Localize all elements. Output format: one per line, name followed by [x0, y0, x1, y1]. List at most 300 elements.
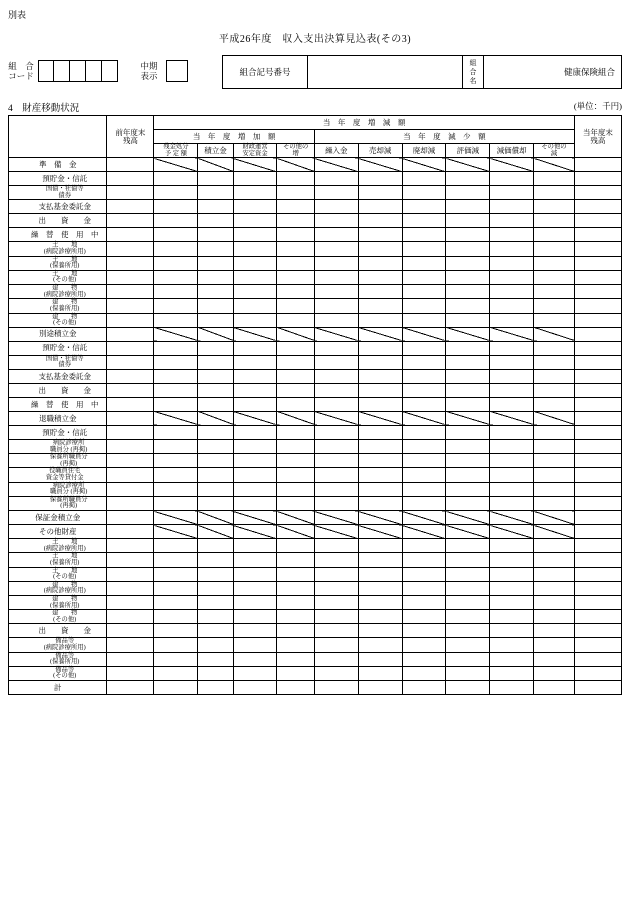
- data-cell[interactable]: [154, 200, 198, 214]
- data-cell[interactable]: [534, 341, 575, 355]
- data-cell[interactable]: [402, 341, 446, 355]
- data-cell[interactable]: [314, 468, 358, 482]
- data-cell[interactable]: [233, 652, 277, 666]
- data-cell[interactable]: [358, 214, 402, 228]
- data-cell[interactable]: [198, 496, 233, 510]
- data-cell[interactable]: [358, 553, 402, 567]
- data-cell[interactable]: [574, 313, 621, 327]
- data-cell[interactable]: [446, 567, 490, 581]
- data-cell[interactable]: [198, 482, 233, 496]
- data-cell[interactable]: [534, 214, 575, 228]
- data-cell[interactable]: [233, 172, 277, 186]
- data-cell[interactable]: [107, 652, 154, 666]
- data-cell[interactable]: [233, 186, 277, 200]
- data-cell[interactable]: [107, 369, 154, 383]
- data-cell[interactable]: [446, 172, 490, 186]
- data-cell[interactable]: [574, 652, 621, 666]
- data-cell[interactable]: [277, 539, 314, 553]
- data-cell[interactable]: [446, 454, 490, 468]
- data-cell[interactable]: [154, 581, 198, 595]
- data-cell[interactable]: [534, 468, 575, 482]
- data-cell[interactable]: [233, 397, 277, 411]
- data-cell[interactable]: [198, 454, 233, 468]
- data-cell[interactable]: [402, 397, 446, 411]
- data-cell[interactable]: [574, 285, 621, 299]
- data-cell[interactable]: [198, 341, 233, 355]
- data-cell[interactable]: [358, 242, 402, 256]
- data-cell[interactable]: [154, 242, 198, 256]
- data-cell[interactable]: [402, 242, 446, 256]
- data-cell[interactable]: [446, 369, 490, 383]
- data-cell[interactable]: [446, 383, 490, 397]
- data-cell[interactable]: [490, 496, 534, 510]
- data-cell[interactable]: [358, 285, 402, 299]
- data-cell[interactable]: [198, 666, 233, 680]
- data-cell[interactable]: [314, 200, 358, 214]
- data-cell[interactable]: [446, 186, 490, 200]
- code-box-4[interactable]: [86, 60, 102, 82]
- data-cell[interactable]: [314, 652, 358, 666]
- data-cell[interactable]: [277, 624, 314, 638]
- data-cell[interactable]: [277, 652, 314, 666]
- data-cell[interactable]: [446, 681, 490, 695]
- data-cell[interactable]: [446, 299, 490, 313]
- data-cell[interactable]: [233, 496, 277, 510]
- data-cell[interactable]: [402, 610, 446, 624]
- data-cell[interactable]: [574, 411, 621, 425]
- data-cell[interactable]: [154, 610, 198, 624]
- data-cell[interactable]: [402, 172, 446, 186]
- data-cell[interactable]: [574, 172, 621, 186]
- data-cell[interactable]: [358, 383, 402, 397]
- data-cell[interactable]: [314, 397, 358, 411]
- data-cell[interactable]: [402, 496, 446, 510]
- kumiai-mei-value[interactable]: 健康保険組合: [484, 56, 622, 89]
- data-cell[interactable]: [534, 228, 575, 242]
- data-cell[interactable]: [574, 638, 621, 652]
- data-cell[interactable]: [154, 228, 198, 242]
- data-cell[interactable]: [154, 186, 198, 200]
- data-cell[interactable]: [277, 567, 314, 581]
- data-cell[interactable]: [534, 299, 575, 313]
- data-cell[interactable]: [233, 681, 277, 695]
- data-cell[interactable]: [574, 256, 621, 270]
- data-cell[interactable]: [490, 172, 534, 186]
- data-cell[interactable]: [198, 595, 233, 609]
- data-cell[interactable]: [107, 610, 154, 624]
- data-cell[interactable]: [154, 638, 198, 652]
- data-cell[interactable]: [574, 496, 621, 510]
- data-cell[interactable]: [277, 341, 314, 355]
- data-cell[interactable]: [402, 468, 446, 482]
- data-cell[interactable]: [574, 666, 621, 680]
- data-cell[interactable]: [574, 242, 621, 256]
- data-cell[interactable]: [402, 369, 446, 383]
- data-cell[interactable]: [154, 468, 198, 482]
- data-cell[interactable]: [107, 299, 154, 313]
- data-cell[interactable]: [534, 256, 575, 270]
- data-cell[interactable]: [446, 355, 490, 369]
- code-box-2[interactable]: [54, 60, 70, 82]
- data-cell[interactable]: [446, 200, 490, 214]
- data-cell[interactable]: [314, 681, 358, 695]
- data-cell[interactable]: [534, 496, 575, 510]
- data-cell[interactable]: [107, 270, 154, 284]
- data-cell[interactable]: [358, 439, 402, 453]
- data-cell[interactable]: [358, 200, 402, 214]
- data-cell[interactable]: [446, 270, 490, 284]
- data-cell[interactable]: [358, 454, 402, 468]
- data-cell[interactable]: [534, 397, 575, 411]
- data-cell[interactable]: [490, 341, 534, 355]
- data-cell[interactable]: [198, 228, 233, 242]
- data-cell[interactable]: [233, 270, 277, 284]
- data-cell[interactable]: [574, 439, 621, 453]
- data-cell[interactable]: [314, 214, 358, 228]
- data-cell[interactable]: [358, 369, 402, 383]
- data-cell[interactable]: [534, 270, 575, 284]
- data-cell[interactable]: [534, 567, 575, 581]
- data-cell[interactable]: [490, 539, 534, 553]
- data-cell[interactable]: [107, 539, 154, 553]
- data-cell[interactable]: [154, 666, 198, 680]
- data-cell[interactable]: [233, 624, 277, 638]
- data-cell[interactable]: [358, 341, 402, 355]
- data-cell[interactable]: [358, 610, 402, 624]
- data-cell[interactable]: [198, 172, 233, 186]
- data-cell[interactable]: [233, 285, 277, 299]
- data-cell[interactable]: [574, 610, 621, 624]
- data-cell[interactable]: [534, 242, 575, 256]
- data-cell[interactable]: [574, 539, 621, 553]
- data-cell[interactable]: [154, 214, 198, 228]
- data-cell[interactable]: [490, 256, 534, 270]
- data-cell[interactable]: [358, 581, 402, 595]
- data-cell[interactable]: [107, 454, 154, 468]
- data-cell[interactable]: [198, 242, 233, 256]
- data-cell[interactable]: [574, 624, 621, 638]
- data-cell[interactable]: [534, 454, 575, 468]
- data-cell[interactable]: [534, 595, 575, 609]
- data-cell[interactable]: [277, 256, 314, 270]
- data-cell[interactable]: [198, 299, 233, 313]
- data-cell[interactable]: [534, 624, 575, 638]
- data-cell[interactable]: [574, 341, 621, 355]
- data-cell[interactable]: [314, 553, 358, 567]
- data-cell[interactable]: [107, 681, 154, 695]
- data-cell[interactable]: [107, 214, 154, 228]
- data-cell[interactable]: [574, 553, 621, 567]
- data-cell[interactable]: [402, 383, 446, 397]
- data-cell[interactable]: [233, 313, 277, 327]
- data-cell[interactable]: [314, 595, 358, 609]
- data-cell[interactable]: [107, 172, 154, 186]
- data-cell[interactable]: [490, 681, 534, 695]
- data-cell[interactable]: [358, 567, 402, 581]
- data-cell[interactable]: [574, 595, 621, 609]
- data-cell[interactable]: [233, 228, 277, 242]
- data-cell[interactable]: [314, 313, 358, 327]
- data-cell[interactable]: [490, 355, 534, 369]
- data-cell[interactable]: [490, 638, 534, 652]
- data-cell[interactable]: [233, 539, 277, 553]
- data-cell[interactable]: [107, 411, 154, 425]
- data-cell[interactable]: [574, 425, 621, 439]
- data-cell[interactable]: [446, 228, 490, 242]
- data-cell[interactable]: [490, 397, 534, 411]
- data-cell[interactable]: [358, 172, 402, 186]
- data-cell[interactable]: [314, 610, 358, 624]
- data-cell[interactable]: [402, 681, 446, 695]
- data-cell[interactable]: [358, 468, 402, 482]
- data-cell[interactable]: [446, 539, 490, 553]
- data-cell[interactable]: [446, 425, 490, 439]
- data-cell[interactable]: [402, 285, 446, 299]
- data-cell[interactable]: [358, 539, 402, 553]
- data-cell[interactable]: [314, 355, 358, 369]
- data-cell[interactable]: [277, 454, 314, 468]
- data-cell[interactable]: [154, 553, 198, 567]
- data-cell[interactable]: [277, 313, 314, 327]
- data-cell[interactable]: [107, 256, 154, 270]
- data-cell[interactable]: [358, 355, 402, 369]
- data-cell[interactable]: [446, 666, 490, 680]
- data-cell[interactable]: [358, 638, 402, 652]
- data-cell[interactable]: [534, 482, 575, 496]
- data-cell[interactable]: [107, 496, 154, 510]
- kumiai-kigo-value[interactable]: [308, 56, 463, 89]
- data-cell[interactable]: [534, 553, 575, 567]
- data-cell[interactable]: [198, 439, 233, 453]
- data-cell[interactable]: [446, 439, 490, 453]
- data-cell[interactable]: [198, 581, 233, 595]
- data-cell[interactable]: [154, 482, 198, 496]
- data-cell[interactable]: [534, 666, 575, 680]
- data-cell[interactable]: [233, 553, 277, 567]
- data-cell[interactable]: [358, 425, 402, 439]
- data-cell[interactable]: [233, 355, 277, 369]
- data-cell[interactable]: [314, 539, 358, 553]
- data-cell[interactable]: [446, 581, 490, 595]
- data-cell[interactable]: [277, 200, 314, 214]
- data-cell[interactable]: [107, 355, 154, 369]
- data-cell[interactable]: [490, 186, 534, 200]
- data-cell[interactable]: [277, 553, 314, 567]
- data-cell[interactable]: [314, 228, 358, 242]
- data-cell[interactable]: [154, 355, 198, 369]
- data-cell[interactable]: [198, 214, 233, 228]
- data-cell[interactable]: [277, 468, 314, 482]
- data-cell[interactable]: [446, 652, 490, 666]
- data-cell[interactable]: [490, 270, 534, 284]
- data-cell[interactable]: [277, 242, 314, 256]
- data-cell[interactable]: [107, 425, 154, 439]
- data-cell[interactable]: [490, 553, 534, 567]
- data-cell[interactable]: [314, 270, 358, 284]
- data-cell[interactable]: [574, 525, 621, 539]
- data-cell[interactable]: [277, 172, 314, 186]
- data-cell[interactable]: [154, 454, 198, 468]
- data-cell[interactable]: [358, 496, 402, 510]
- data-cell[interactable]: [490, 666, 534, 680]
- data-cell[interactable]: [446, 214, 490, 228]
- data-cell[interactable]: [277, 581, 314, 595]
- data-cell[interactable]: [107, 482, 154, 496]
- data-cell[interactable]: [314, 425, 358, 439]
- data-cell[interactable]: [534, 539, 575, 553]
- data-cell[interactable]: [107, 397, 154, 411]
- data-cell[interactable]: [490, 468, 534, 482]
- data-cell[interactable]: [198, 681, 233, 695]
- data-cell[interactable]: [402, 454, 446, 468]
- data-cell[interactable]: [198, 468, 233, 482]
- data-cell[interactable]: [154, 256, 198, 270]
- data-cell[interactable]: [277, 270, 314, 284]
- data-cell[interactable]: [402, 638, 446, 652]
- data-cell[interactable]: [534, 200, 575, 214]
- data-cell[interactable]: [107, 228, 154, 242]
- data-cell[interactable]: [574, 355, 621, 369]
- data-cell[interactable]: [107, 439, 154, 453]
- data-cell[interactable]: [490, 369, 534, 383]
- data-cell[interactable]: [490, 313, 534, 327]
- data-cell[interactable]: [534, 355, 575, 369]
- data-cell[interactable]: [358, 270, 402, 284]
- data-cell[interactable]: [277, 425, 314, 439]
- data-cell[interactable]: [107, 581, 154, 595]
- data-cell[interactable]: [198, 610, 233, 624]
- data-cell[interactable]: [314, 482, 358, 496]
- data-cell[interactable]: [574, 214, 621, 228]
- data-cell[interactable]: [277, 595, 314, 609]
- data-cell[interactable]: [277, 186, 314, 200]
- data-cell[interactable]: [154, 681, 198, 695]
- data-cell[interactable]: [402, 186, 446, 200]
- data-cell[interactable]: [233, 567, 277, 581]
- data-cell[interactable]: [358, 299, 402, 313]
- data-cell[interactable]: [490, 482, 534, 496]
- data-cell[interactable]: [277, 610, 314, 624]
- data-cell[interactable]: [446, 595, 490, 609]
- data-cell[interactable]: [277, 299, 314, 313]
- data-cell[interactable]: [233, 256, 277, 270]
- data-cell[interactable]: [490, 214, 534, 228]
- data-cell[interactable]: [574, 397, 621, 411]
- data-cell[interactable]: [490, 581, 534, 595]
- data-cell[interactable]: [198, 285, 233, 299]
- data-cell[interactable]: [314, 242, 358, 256]
- data-cell[interactable]: [107, 553, 154, 567]
- data-cell[interactable]: [402, 439, 446, 453]
- data-cell[interactable]: [402, 425, 446, 439]
- data-cell[interactable]: [446, 496, 490, 510]
- data-cell[interactable]: [534, 681, 575, 695]
- data-cell[interactable]: [358, 256, 402, 270]
- data-cell[interactable]: [446, 285, 490, 299]
- data-cell[interactable]: [574, 681, 621, 695]
- data-cell[interactable]: [446, 313, 490, 327]
- data-cell[interactable]: [198, 369, 233, 383]
- data-cell[interactable]: [534, 581, 575, 595]
- data-cell[interactable]: [534, 425, 575, 439]
- data-cell[interactable]: [446, 482, 490, 496]
- data-cell[interactable]: [233, 638, 277, 652]
- data-cell[interactable]: [107, 525, 154, 539]
- data-cell[interactable]: [534, 313, 575, 327]
- data-cell[interactable]: [107, 341, 154, 355]
- data-cell[interactable]: [358, 186, 402, 200]
- data-cell[interactable]: [446, 341, 490, 355]
- data-cell[interactable]: [107, 158, 154, 172]
- data-cell[interactable]: [446, 553, 490, 567]
- data-cell[interactable]: [198, 638, 233, 652]
- data-cell[interactable]: [233, 482, 277, 496]
- data-cell[interactable]: [277, 214, 314, 228]
- data-cell[interactable]: [233, 581, 277, 595]
- data-cell[interactable]: [233, 299, 277, 313]
- data-cell[interactable]: [402, 256, 446, 270]
- data-cell[interactable]: [358, 652, 402, 666]
- data-cell[interactable]: [446, 256, 490, 270]
- data-cell[interactable]: [574, 567, 621, 581]
- data-cell[interactable]: [490, 567, 534, 581]
- data-cell[interactable]: [574, 158, 621, 172]
- data-cell[interactable]: [154, 397, 198, 411]
- data-cell[interactable]: [446, 242, 490, 256]
- code-box-3[interactable]: [70, 60, 86, 82]
- data-cell[interactable]: [107, 200, 154, 214]
- data-cell[interactable]: [233, 468, 277, 482]
- data-cell[interactable]: [233, 439, 277, 453]
- data-cell[interactable]: [107, 666, 154, 680]
- data-cell[interactable]: [534, 285, 575, 299]
- data-cell[interactable]: [314, 567, 358, 581]
- data-cell[interactable]: [277, 681, 314, 695]
- data-cell[interactable]: [198, 397, 233, 411]
- data-cell[interactable]: [314, 256, 358, 270]
- data-cell[interactable]: [154, 383, 198, 397]
- data-cell[interactable]: [574, 511, 621, 525]
- data-cell[interactable]: [198, 624, 233, 638]
- data-cell[interactable]: [107, 383, 154, 397]
- data-cell[interactable]: [107, 313, 154, 327]
- data-cell[interactable]: [154, 652, 198, 666]
- data-cell[interactable]: [358, 482, 402, 496]
- data-cell[interactable]: [574, 186, 621, 200]
- data-cell[interactable]: [534, 439, 575, 453]
- data-cell[interactable]: [490, 285, 534, 299]
- data-cell[interactable]: [490, 425, 534, 439]
- data-cell[interactable]: [574, 383, 621, 397]
- data-cell[interactable]: [107, 285, 154, 299]
- code-box-5[interactable]: [102, 60, 118, 82]
- data-cell[interactable]: [402, 539, 446, 553]
- data-cell[interactable]: [198, 425, 233, 439]
- data-cell[interactable]: [574, 299, 621, 313]
- chuki-input[interactable]: [166, 60, 188, 82]
- data-cell[interactable]: [402, 567, 446, 581]
- data-cell[interactable]: [574, 454, 621, 468]
- data-cell[interactable]: [314, 341, 358, 355]
- data-cell[interactable]: [314, 496, 358, 510]
- data-cell[interactable]: [490, 624, 534, 638]
- data-cell[interactable]: [233, 666, 277, 680]
- data-cell[interactable]: [154, 595, 198, 609]
- data-cell[interactable]: [233, 610, 277, 624]
- data-cell[interactable]: [107, 595, 154, 609]
- data-cell[interactable]: [490, 595, 534, 609]
- data-cell[interactable]: [490, 228, 534, 242]
